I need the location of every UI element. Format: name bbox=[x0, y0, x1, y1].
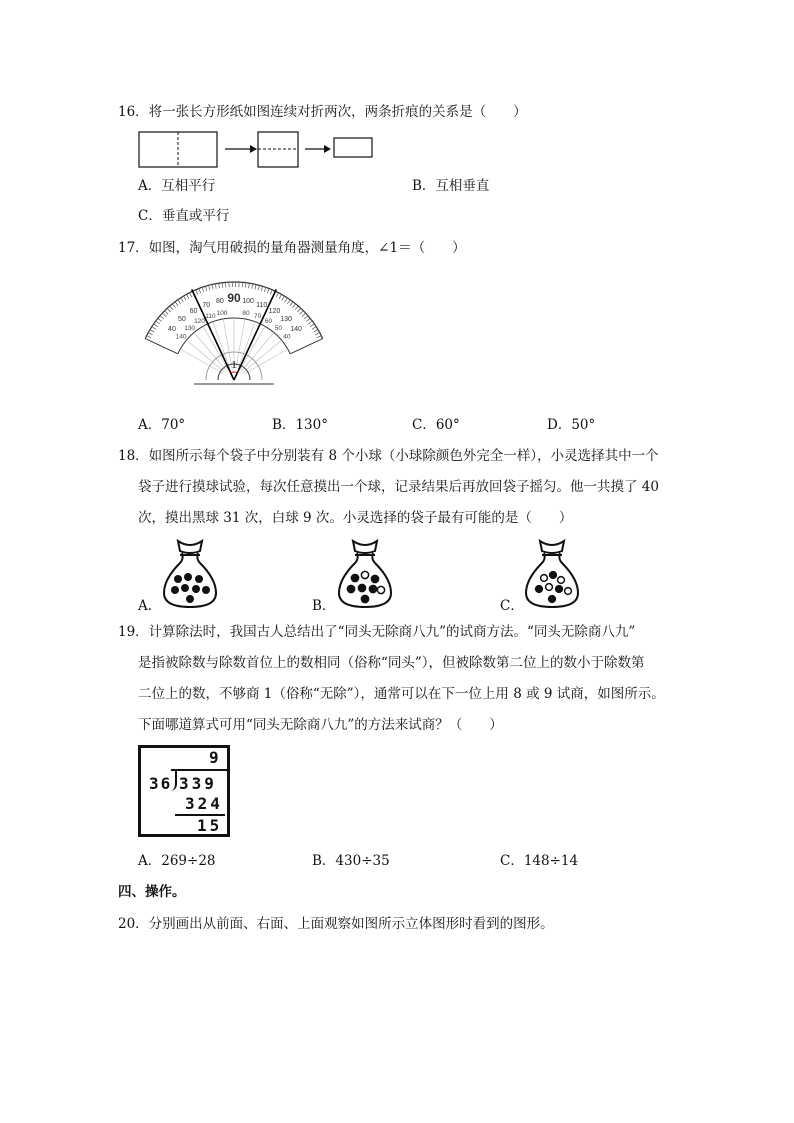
q18-line-3: 次，摸出黑球 31 次，白球 9 次。小灵选择的袋子最有可能的是（ ） bbox=[138, 510, 573, 526]
q17-option-b[interactable]: B．130° bbox=[272, 417, 328, 433]
paper-quarter bbox=[334, 138, 372, 157]
protractor-inner-label: 140 bbox=[175, 333, 187, 341]
protractor-tick bbox=[222, 283, 223, 288]
protractor-tick bbox=[145, 339, 150, 341]
protractor-tick bbox=[162, 313, 166, 316]
protractor-tick bbox=[175, 302, 178, 306]
division-divisor: 36 bbox=[149, 774, 173, 793]
protractor-tick bbox=[276, 293, 278, 297]
broken-protractor bbox=[136, 272, 336, 392]
protractor-tick bbox=[186, 294, 188, 298]
protractor-tick bbox=[147, 336, 151, 338]
protractor-tick bbox=[264, 287, 266, 292]
protractor-outer-label: 70 bbox=[202, 301, 211, 309]
protractor-tick bbox=[160, 316, 164, 319]
q19-option-a[interactable]: A．269÷28 bbox=[138, 853, 216, 869]
protractor-outer-label: 130 bbox=[280, 315, 292, 323]
protractor-tick bbox=[252, 284, 253, 289]
bag-b bbox=[335, 535, 395, 611]
protractor-tick bbox=[172, 304, 175, 308]
protractor-inner-label: 110 bbox=[205, 313, 216, 321]
protractor-tick bbox=[158, 318, 162, 321]
protractor-tick bbox=[199, 289, 201, 294]
protractor-tick bbox=[306, 318, 310, 321]
q17-text: 17．如图，淘气用破损的量角器测量角度，∠1＝（ ） bbox=[118, 240, 466, 256]
protractor-tick bbox=[317, 336, 321, 338]
protractor-tick bbox=[215, 284, 216, 289]
division-remainder: 15 bbox=[197, 816, 223, 835]
protractor-tick bbox=[181, 298, 184, 302]
protractor-radial bbox=[213, 322, 230, 369]
arrow-2-head bbox=[324, 145, 331, 153]
protractor-tick bbox=[150, 330, 154, 333]
protractor-tick bbox=[302, 313, 306, 316]
bag-c bbox=[522, 535, 582, 611]
q16-option-c[interactable]: C．垂直或平行 bbox=[138, 208, 230, 224]
q16-option-a[interactable]: A．互相平行 bbox=[138, 178, 216, 194]
protractor-tick bbox=[287, 300, 290, 304]
q16-option-b[interactable]: B．互相垂直 bbox=[412, 178, 490, 194]
protractor-tick bbox=[249, 283, 250, 288]
protractor-tick bbox=[196, 290, 198, 295]
protractor-tick bbox=[315, 332, 319, 334]
protractor-tick bbox=[165, 311, 169, 315]
protractor-tick bbox=[312, 327, 316, 330]
bag-c-balls bbox=[536, 572, 572, 603]
arrow-1-head bbox=[250, 145, 257, 153]
protractor-tick bbox=[154, 324, 158, 327]
protractor-tick bbox=[212, 285, 213, 290]
q17-option-d[interactable]: D．50° bbox=[547, 417, 596, 433]
protractor-outer-label: 120 bbox=[268, 307, 281, 315]
division-bracket bbox=[170, 769, 177, 791]
angle-label: 1 bbox=[231, 359, 237, 371]
protractor-inner-label: 50 bbox=[274, 325, 282, 333]
protractor-tick bbox=[167, 308, 170, 312]
q19-line-1: 19．计算除法时，我国古人总结出了“同头无除商八九”的试商方法。“同头无除商八九” bbox=[118, 624, 636, 640]
q17-option-c[interactable]: C．60° bbox=[412, 417, 460, 433]
protractor-inner-label: 100 bbox=[216, 310, 228, 318]
section-4-title: 四、操作。 bbox=[118, 884, 186, 900]
bag-a bbox=[160, 535, 220, 611]
protractor-inner-label: 120 bbox=[194, 318, 205, 326]
protractor-tick bbox=[245, 283, 246, 288]
protractor-tick bbox=[279, 294, 281, 298]
protractor-tick bbox=[285, 298, 288, 302]
q16-text: 16．将一张长方形纸如图连续对折两次，两条折痕的关系是（ ） bbox=[118, 104, 527, 120]
protractor-tick bbox=[152, 327, 156, 330]
protractor-tick bbox=[270, 290, 272, 295]
protractor-tick bbox=[261, 286, 262, 291]
protractor-outer-label: 40 bbox=[168, 325, 176, 333]
protractor-tick bbox=[300, 311, 304, 315]
protractor-radial bbox=[238, 322, 255, 369]
protractor-tick bbox=[267, 289, 269, 294]
q19-option-b[interactable]: B．430÷35 bbox=[312, 853, 390, 869]
protractor-tick bbox=[178, 300, 181, 304]
q19-line-4: 下面哪道算式可用“同头无除商八九”的方法来试商？（ ） bbox=[138, 717, 503, 733]
protractor-tick bbox=[148, 332, 152, 334]
protractor-tick bbox=[156, 321, 160, 324]
protractor-outer-label: 90 bbox=[227, 291, 241, 305]
protractor-tick bbox=[314, 330, 318, 333]
protractor-tick bbox=[219, 283, 220, 288]
protractor-tick bbox=[255, 285, 256, 290]
protractor-outer-label: 100 bbox=[242, 298, 254, 306]
bag-b-balls bbox=[347, 571, 384, 602]
division-dividend: 339 bbox=[179, 774, 217, 793]
q18-option-b[interactable]: B． bbox=[312, 598, 336, 614]
protractor-tick bbox=[318, 339, 323, 341]
division-quotient: 9 bbox=[209, 748, 219, 767]
protractor-tick bbox=[202, 287, 204, 292]
protractor-tick bbox=[170, 306, 173, 310]
protractor-outer-label: 110 bbox=[256, 301, 268, 309]
protractor-inner-label: 80 bbox=[242, 310, 250, 318]
protractor-tick bbox=[293, 304, 296, 308]
protractor-tick bbox=[258, 285, 259, 290]
q19-option-c[interactable]: C．148÷14 bbox=[500, 853, 579, 869]
protractor-inner-label: 60 bbox=[264, 318, 273, 326]
protractor-inner-label: 70 bbox=[253, 313, 262, 321]
protractor-outer-label: 140 bbox=[290, 325, 302, 333]
q18-option-c[interactable]: C． bbox=[500, 598, 524, 614]
q18-line-1: 18．如图所示每个袋子中分别装有 8 个小球（小球除颜色外完全一样），小灵选择其中一个 bbox=[118, 448, 659, 464]
protractor-tick bbox=[308, 321, 312, 324]
protractor-tick bbox=[295, 306, 298, 310]
q20-text: 20．分别画出从前面、右面、上面观察如图所示立体图形时看到的图形。 bbox=[118, 916, 554, 932]
q17-option-a[interactable]: A．70° bbox=[138, 417, 186, 433]
protractor-tick bbox=[304, 316, 308, 319]
division-example bbox=[138, 745, 230, 837]
bag-a-balls bbox=[171, 573, 210, 603]
q18-line-2: 袋子进行摸球试验，每次任意摸出一个球，记录结果后再放回袋子摇匀。他一共摸了 40 bbox=[138, 479, 659, 495]
division-product: 324 bbox=[185, 794, 223, 813]
protractor-tick bbox=[290, 302, 293, 306]
fold-diagram bbox=[138, 131, 378, 171]
protractor-tick bbox=[209, 285, 210, 290]
protractor-tick bbox=[190, 293, 192, 297]
division-top-line bbox=[171, 769, 227, 771]
protractor-outer-label: 80 bbox=[216, 298, 224, 306]
q18-option-a[interactable]: A． bbox=[138, 598, 162, 614]
protractor-inner-label: 130 bbox=[184, 325, 196, 333]
protractor-tick bbox=[310, 324, 314, 327]
q19-line-3: 二位上的数，不够商 1（俗称“无除”），通常可以在下一位上用 8 或 9 试商，如图所示。 bbox=[138, 686, 665, 702]
protractor-outer-label: 60 bbox=[189, 307, 198, 315]
protractor-outer-label: 50 bbox=[178, 315, 186, 323]
protractor-inner-label: 40 bbox=[283, 333, 291, 341]
protractor-right-edge bbox=[290, 339, 323, 354]
angle-arc bbox=[231, 372, 238, 373]
protractor-tick bbox=[184, 296, 187, 300]
protractor-tick bbox=[205, 286, 206, 291]
protractor-left-edge bbox=[145, 339, 178, 354]
protractor-tick bbox=[297, 308, 300, 312]
protractor-tick bbox=[282, 296, 285, 300]
q19-line-2: 是指被除数与除数首位上的数相同（俗称“同头”），但被除数第二位上的数小于除数第 bbox=[138, 655, 645, 671]
